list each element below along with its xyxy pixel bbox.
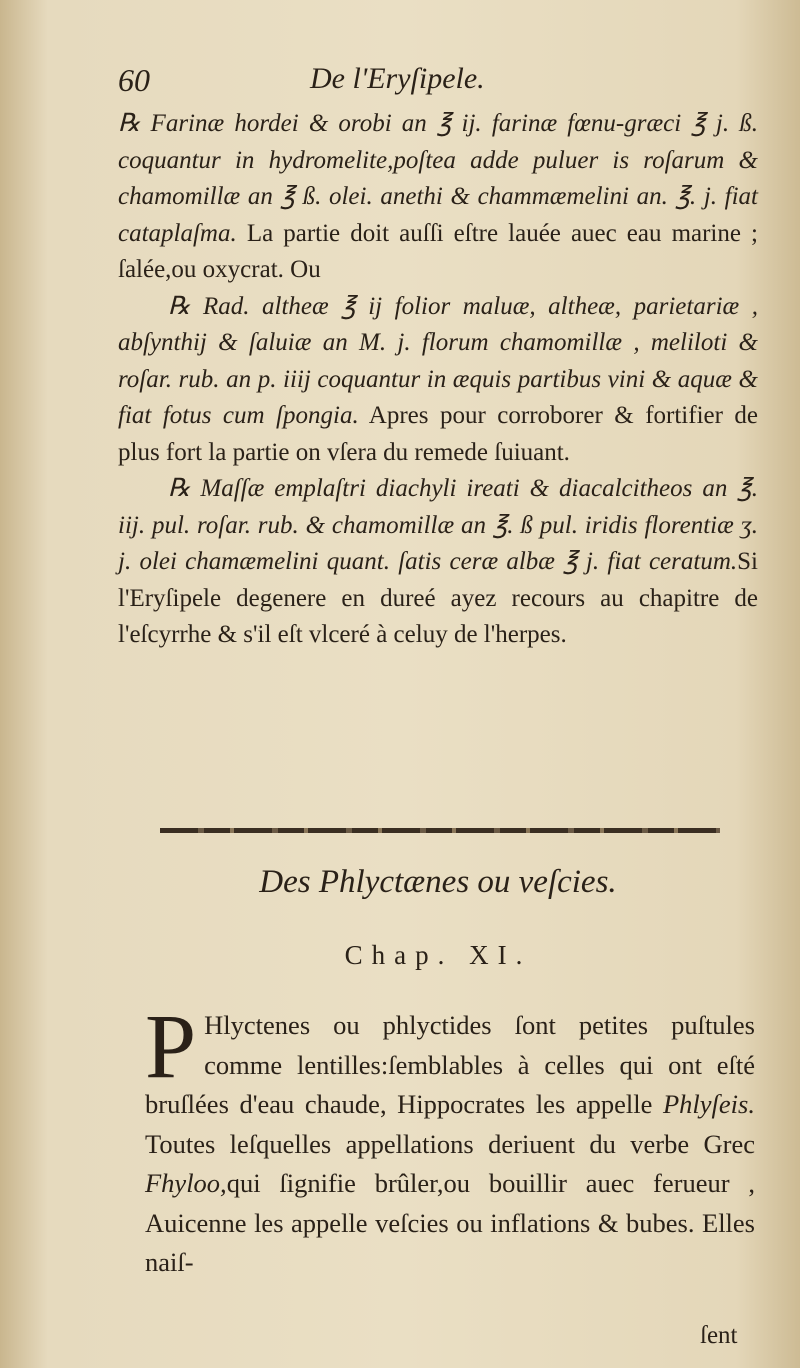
prescription-paragraph-1 (118, 106, 758, 289)
body-text-2: Toutes leſquelles appellations deriuent du verbe Grec (145, 1128, 755, 1159)
greek-term-2: Fhyloo, (145, 1168, 227, 1198)
prescription-block (118, 106, 758, 654)
prescription-2-french: Apres pour corroborer & fortifier de plus fort la partie on vſera du remede ſuiuant. (118, 402, 759, 466)
prescription-3-latin: ℞ Maſſæ emplaſtri diachyli ireati & diacalcitheos an ℥. iij. pul. roſar. rub. & chamomillæ an ℥. ß pul. iridis florentiæ ʒ. j. olei chamæmelini quant. ſatis ceræ albæ ℥ j. fiat ceratum. (118, 475, 758, 575)
prescription-1-french: La partie doit auſſi eſtre lauée auec eau marine ; ſalée,ou oxycrat. Ou (118, 219, 758, 283)
body-text-1: Hlyctenes ou phlyctides ſont petites puſtules comme lentilles:ſemblables à celles qui ont eſté bruſlées d'eau chaude, Hippocrates les appelle (145, 1010, 755, 1119)
prescription-3-french: Si l'Eryſipele degenere en dureé ayez recours au chapitre de l'eſcyrrhe & s'il eſt vlceré à celuy de l'herpes. (118, 548, 758, 648)
prescription-2-latin: ℞ Rad. altheæ ℥ ij folior maluæ, altheæ, parietariæ , abſynthij & ſaluiæ an M. j. florum chamomillæ , meliloti & roſar. rub. an p. iiij coquantur in æquis partibus vini & aquæ & fiat fotus cum ſpongia. (118, 292, 758, 429)
running-head: De l'Eryſipele. (310, 62, 485, 95)
prescription-1-latin: ℞ Farinæ hordei & orobi an ℥ ij. farinæ fœnu-græci ℥ j. ß. coquantur in hydromelite,poſtea adde puluer is roſarum & chamomillæ an ℥ ß. olei. anethi & chammæmelini an. ℥. j. fiat cataplaſma. (118, 110, 758, 247)
chapter-paragraph (145, 995, 755, 1283)
chapter-body (145, 995, 755, 1283)
page-number: 60 (118, 62, 150, 98)
prescription-paragraph-3 (118, 471, 758, 654)
page-header (118, 62, 758, 106)
ornamental-rule (160, 828, 720, 833)
section-title: Des Phlyctænes ou veſcies. (259, 864, 617, 900)
prescription-paragraph-2 (118, 289, 758, 472)
greek-term-1: Phlyſeis. (663, 1089, 755, 1119)
body-text-3: qui ſignifie brûler,ou bouillir auec ferueur , Auicenne les appelle veſcies ou inflations & bubes. Elles naiſ- (145, 1168, 755, 1277)
catchword: ſent (700, 1322, 738, 1349)
chapter-label: Chap. XI. (344, 940, 532, 970)
drop-cap: P (145, 995, 197, 1097)
